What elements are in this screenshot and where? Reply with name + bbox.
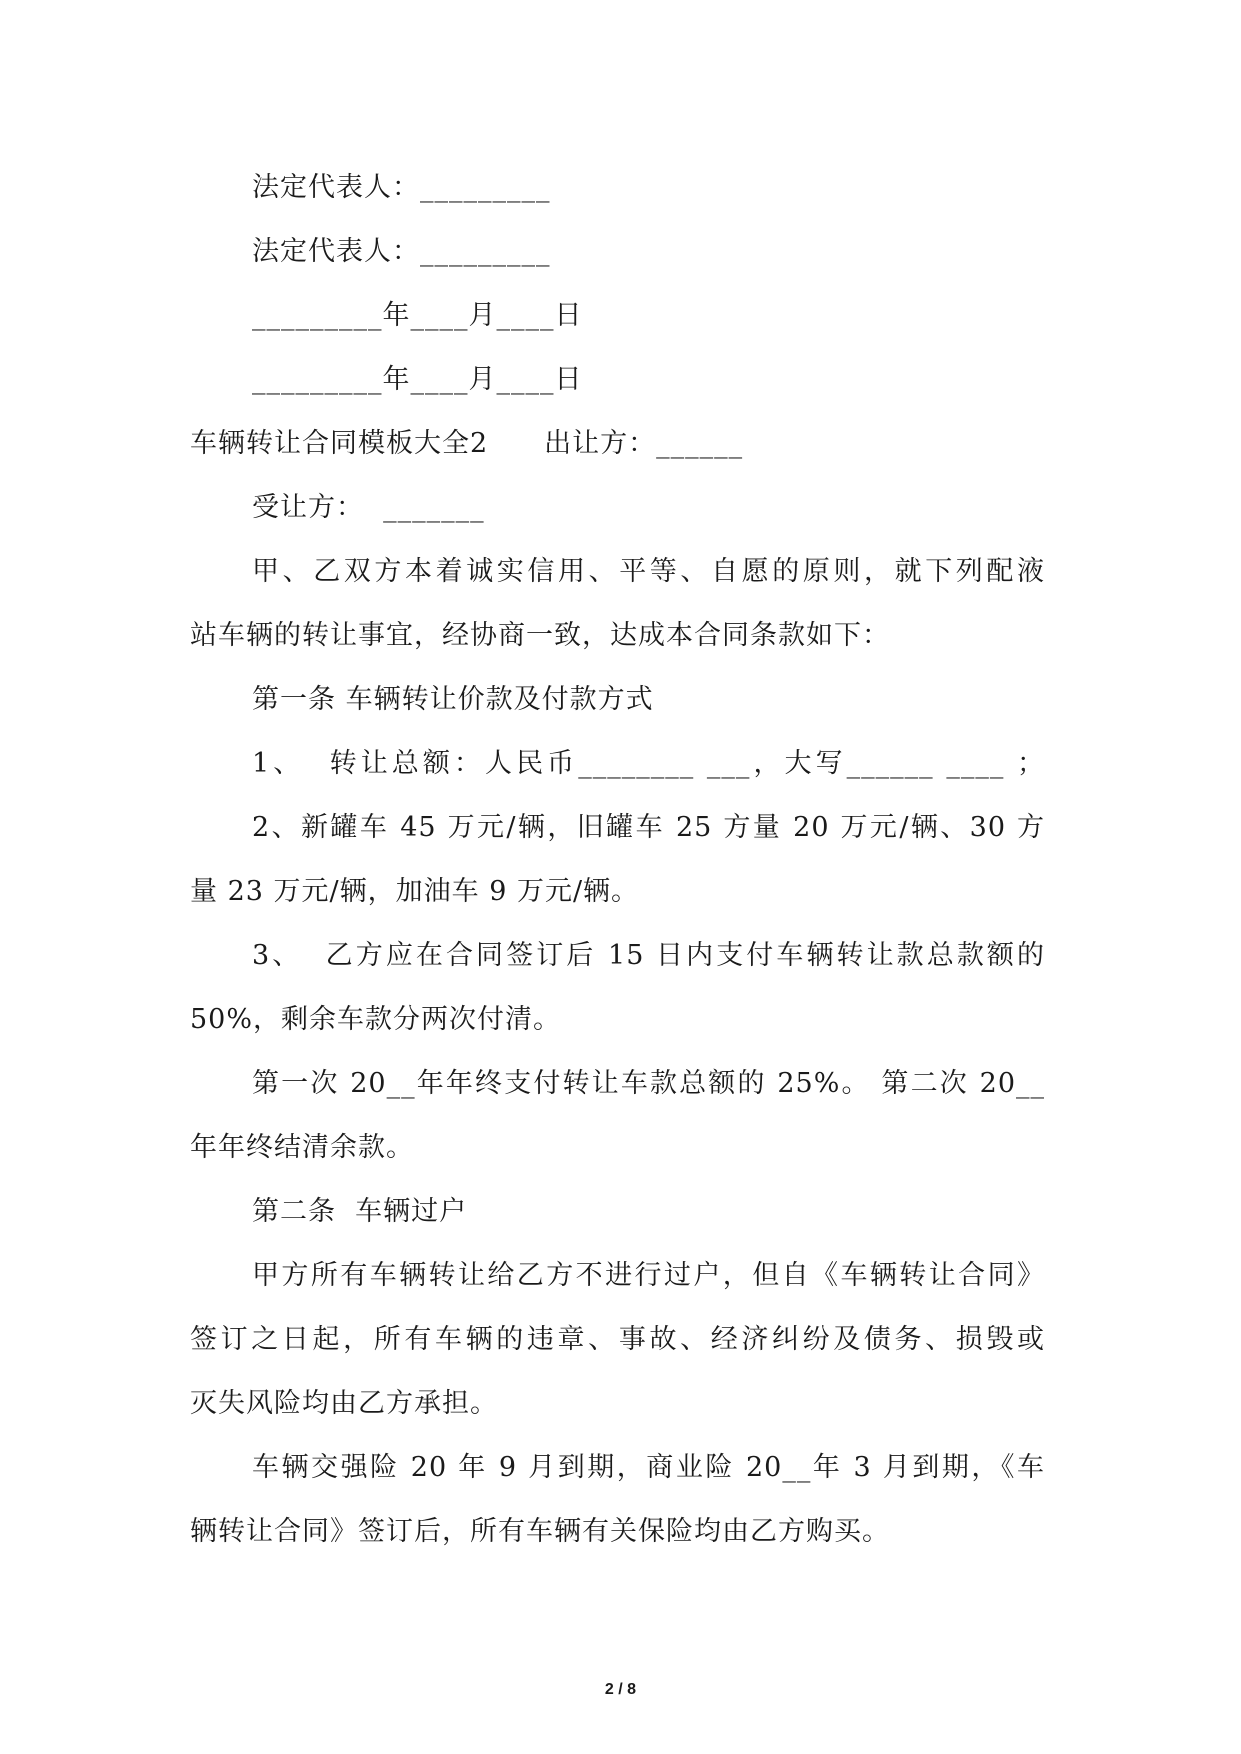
clause-2-line-1: 2、新罐车 45 万元/辆，旧罐车 25 方量 20 万元/辆、30 方 [252, 812, 1045, 843]
transfer-paragraph-line-2: 签订之日起，所有车辆的违章、事故、经济纠纷及债务、损毁或 [190, 1324, 1045, 1355]
article-2-heading: 第二条 车辆过户 [252, 1196, 468, 1227]
signature-date-1: _________年____月____日 [252, 300, 583, 331]
transfer-paragraph-line-1: 甲方所有车辆转让给乙方不进行过户，但自《车辆转让合同》 [252, 1260, 1045, 1291]
page-number: 2 / 8 [604, 1681, 637, 1698]
clause-1-line: 1、 转让总额：人民币________ ___，大写______ ____ ； [252, 748, 1045, 779]
signature-date-2: _________年____月____日 [252, 364, 583, 395]
transferee-line: 受让方： _______ [252, 492, 485, 523]
clause-3-line-2: 50%，剩余车款分两次付清。 [190, 1004, 562, 1035]
insurance-paragraph-line-2: 辆转让合同》签订后，所有车辆有关保险均由乙方购买。 [190, 1516, 890, 1547]
article-1-heading: 第一条 车辆转让价款及付款方式 [252, 684, 654, 715]
transfer-paragraph-line-3: 灭失风险均由乙方承担。 [190, 1388, 498, 1419]
payment-schedule-line-2: 年年终结清余款。 [190, 1132, 414, 1163]
preamble-line-1: 甲、乙双方本着诚实信用、平等、自愿的原则，就下列配液 [252, 556, 1045, 587]
clause-3-line-1: 3、 乙方应在合同签订后 15 日内支付车辆转让款总款额的 [252, 940, 1045, 971]
preamble-line-2: 站车辆的转让事宜，经协商一致，达成本合同条款如下： [190, 620, 890, 651]
payment-schedule-line-1: 第一次 20__年年终支付转让车款总额的 25%。 第二次 20__ [252, 1068, 1045, 1099]
contract-title-line: 车辆转让合同模板大全2 出让方：______ [190, 428, 744, 459]
signature-legal-rep-1: 法定代表人：_________ [252, 172, 551, 203]
clause-2-line-2: 量 23 万元/辆，加油车 9 万元/辆。 [190, 876, 640, 907]
signature-legal-rep-2: 法定代表人：_________ [252, 236, 551, 267]
insurance-paragraph-line-1: 车辆交强险 20 年 9 月到期，商业险 20__年 3 月到期，《车 [252, 1452, 1045, 1483]
